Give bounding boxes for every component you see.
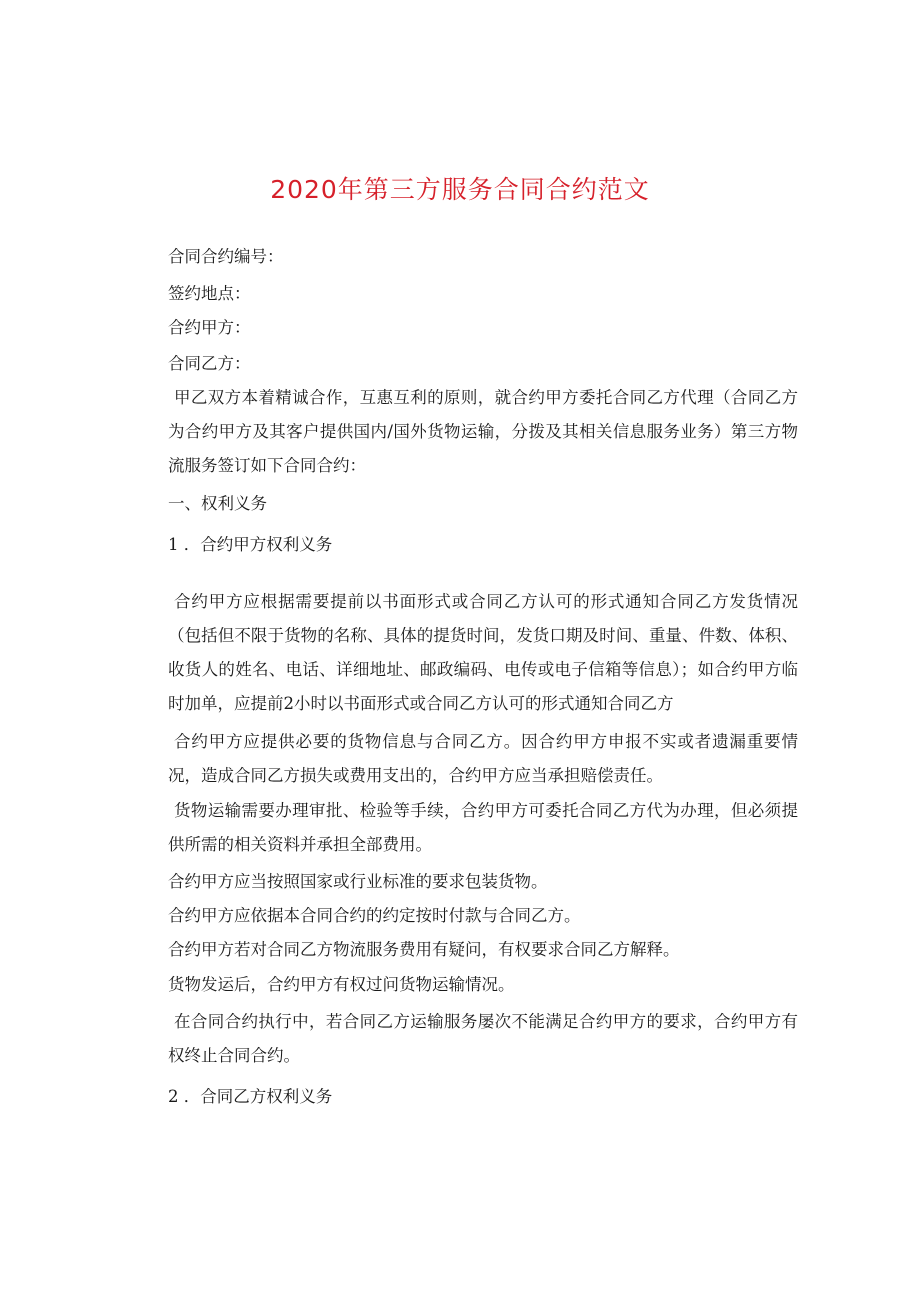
document-title: 2020年第三方服务合同合约范文 bbox=[270, 175, 650, 204]
field-sign-place: 签约地点： bbox=[168, 284, 251, 303]
field-contract-no: 合同合约编号： bbox=[168, 247, 284, 266]
paragraph-4: 合约甲方应当按照国家或行业标准的要求包装货物。 bbox=[168, 872, 548, 891]
paragraph-5: 合约甲方应依据本合同合约的约定按时付款与合同乙方。 bbox=[168, 906, 581, 925]
field-party-a: 合约甲方： bbox=[168, 318, 251, 337]
paragraph-6: 合约甲方若对合同乙方物流服务费用有疑问，有权要求合同乙方解释。 bbox=[168, 940, 680, 959]
section-heading-1: 一、权利义务 bbox=[168, 494, 267, 513]
subsection-heading-2: 2 ．合同乙方权利义务 bbox=[168, 1087, 333, 1106]
paragraph-1: 合约甲方应根据需要提前以书面形式或合同乙方认可的形式通知合同乙方发货情况（包括但不限于货物的名称、具体的提货时间，发货口期及时间、重量、件数、体积、收货人的姓名、电话、详细地址、邮政编码、电传或电子信箱等信息）；如合约甲方临时加单，应提前2小时以书面形式或合同乙方认可的形式通知合同乙方 bbox=[168, 592, 798, 713]
paragraph-3: 货物运输需要办理审批、检验等手续，合约甲方可委托合同乙方代为办理，但必须提供所需的相关资料并承担全部费用。 bbox=[168, 801, 798, 854]
paragraph-8: 在合同合约执行中，若合同乙方运输服务屡次不能满足合约甲方的要求，合约甲方有权终止合同合约。 bbox=[168, 1012, 798, 1065]
field-party-b: 合同乙方： bbox=[168, 354, 251, 373]
subsection-heading-1: 1 ．合约甲方权利义务 bbox=[168, 535, 333, 554]
intro-paragraph: 甲乙双方本着精诚合作，互惠互利的原则，就合约甲方委托合同乙方代理（合同乙方为合约甲方及其客户提供国内/国外货物运输，分拨及其相关信息服务业务）第三方物流服务签订如下合同合约： bbox=[168, 388, 798, 475]
paragraph-7: 货物发运后，合约甲方有权过问货物运输情况。 bbox=[168, 975, 515, 994]
paragraph-2: 合约甲方应提供必要的货物信息与合同乙方。因合约甲方申报不实或者遗漏重要情况，造成合同乙方损失或费用支出的，合约甲方应当承担赔偿责任。 bbox=[168, 732, 798, 785]
